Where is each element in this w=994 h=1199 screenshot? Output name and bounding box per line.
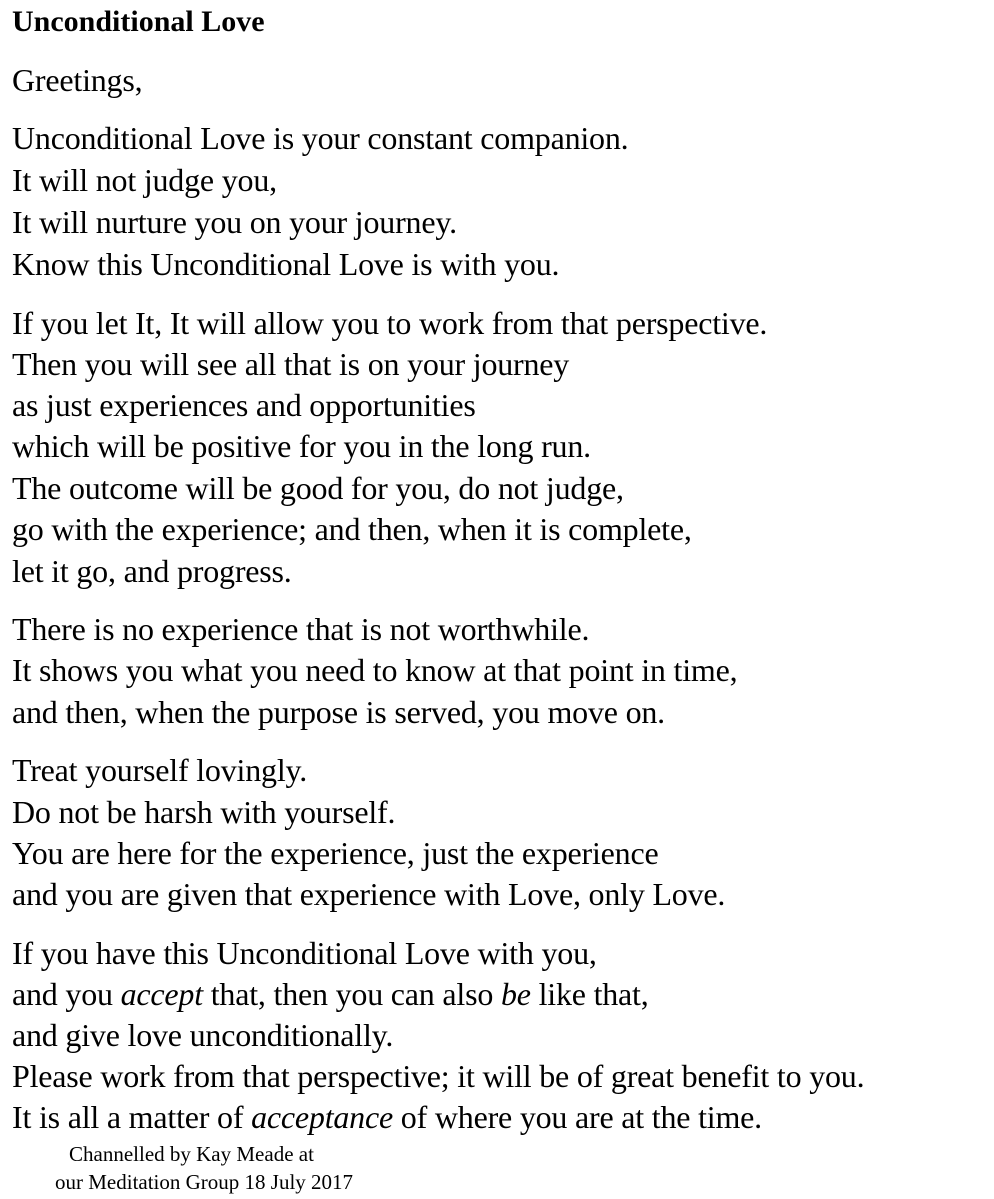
paragraph-line: Know this Unconditional Love is with you. [12, 246, 560, 282]
paragraph-line: Then you will see all that is on your journey [12, 346, 570, 382]
paragraph-line: It shows you what you need to know at that point in time, [12, 652, 738, 688]
paragraph-line: It will nurture you on your journey. [12, 204, 457, 240]
paragraph-line: which will be positive for you in the long run. [12, 428, 591, 464]
text-segment: It is all a matter of [12, 1099, 252, 1135]
emphasis-accept: accept [120, 976, 203, 1012]
paragraph-line: and then, when the purpose is served, you move on. [12, 694, 665, 730]
text-segment: and you [12, 976, 121, 1012]
paragraph-line: as just experiences and opportunities [12, 387, 476, 423]
text-segment: of where you are at the time. [393, 1099, 762, 1135]
paragraph-line: Treat yourself lovingly. [12, 752, 308, 788]
paragraph-line: If you have this Unconditional Love with you, [12, 935, 597, 971]
attribution-line-2: our Meditation Group 18 July 2017 [55, 1170, 354, 1194]
paragraph-line: Do not be harsh with yourself. [12, 794, 396, 830]
greeting: Greetings, [12, 62, 143, 98]
paragraph-line [12, 1098, 762, 1136]
text-segment: like that, [530, 976, 649, 1012]
paragraph-line: It will not judge you, [12, 162, 277, 198]
paragraph-line: and give love unconditionally. [12, 1017, 394, 1053]
document-title: Unconditional Love [12, 5, 265, 38]
emphasis-acceptance: acceptance [251, 1099, 393, 1135]
paragraph-line: Please work from that perspective; it will be of great benefit to you. [12, 1058, 865, 1094]
paragraph-line: and you are given that experience with Love, only Love. [12, 876, 726, 912]
paragraph-line: There is no experience that is not worthwhile. [12, 611, 590, 647]
paragraph-line: If you let It, It will allow you to work from that perspective. [12, 305, 768, 341]
paragraph-line: go with the experience; and then, when it is complete, [12, 511, 692, 547]
paragraph-line: let it go, and progress. [12, 553, 292, 589]
attribution-line-1: Channelled by Kay Meade at [69, 1142, 314, 1166]
paragraph-line: You are here for the experience, just the experience [12, 835, 659, 871]
paragraph-line: Unconditional Love is your constant companion. [12, 120, 629, 156]
text-segment: that, then you can also [202, 976, 501, 1012]
emphasis-be: be [500, 976, 531, 1012]
paragraph-line [12, 975, 649, 1013]
paragraph-line: The outcome will be good for you, do not judge, [12, 470, 624, 506]
